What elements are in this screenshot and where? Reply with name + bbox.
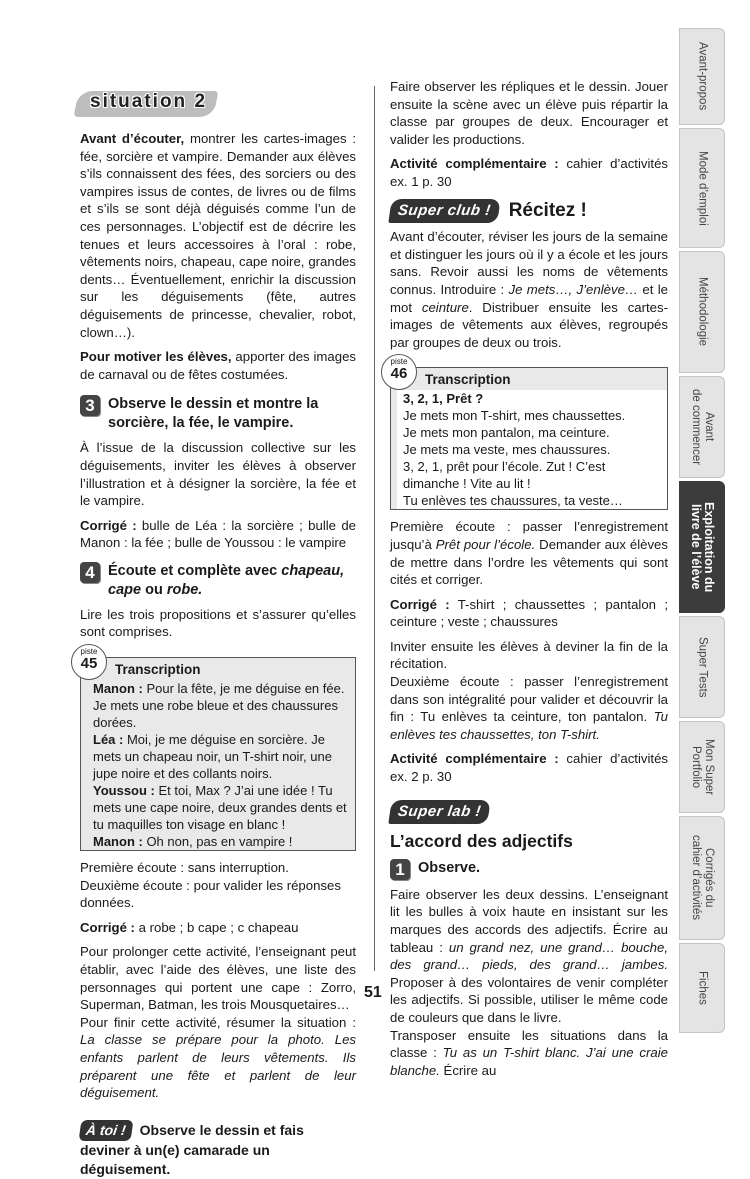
adjectives-heading: L’accord des adjectifs — [390, 831, 573, 852]
speaker: Youssou : — [93, 783, 155, 799]
transcription-title: Transcription — [115, 662, 201, 678]
transpose-c: Écrire au — [439, 1062, 497, 1078]
tab-methodologie[interactable] — [679, 251, 725, 373]
summary-paragraph — [80, 1014, 356, 1102]
roleplay-paragraph: Faire observer les répliques et le dessin. Jouer ensuite la scène avec un élève puis répartir la classe par groupes de deux. Encourager et valider les productions. — [390, 79, 668, 147]
step-4-text-a: Écoute et complète avec — [108, 562, 282, 579]
step-4-text-b: chapeau, cape — [108, 562, 345, 598]
a-toi-activity — [80, 1120, 356, 1179]
left-column — [80, 130, 356, 1179]
adj-c: Proposer à des volontaires de venir compléter les adjectifs. Si possible, utiliser le même code de couleurs que dans le livre. — [390, 974, 668, 1025]
speaker: Manon : — [93, 834, 143, 850]
step-4-text-c: ou — [141, 581, 167, 598]
summary-text: La classe se prépare pour la photo. Les enfants parlent de leurs vêtements. Ils préparent une fête et parlent de leur déguisement. — [80, 1032, 356, 1101]
tab-super-tests[interactable] — [679, 616, 725, 718]
line-text: Pour la fête, je me déguise en fée. Je mets une robe bleue et des chaussures dorées. — [93, 681, 345, 731]
speaker: Manon : — [93, 681, 143, 697]
second-b: Tu enlèves tes chaussettes, ton T-shirt. — [390, 709, 668, 742]
listening-first: Première écoute : sans interruption. — [80, 860, 289, 876]
adj-a: Faire observer les deux dessins. L’enseignant lit les bulles à voix haute en insistant sur les marques des accords des adjectifs. Écrire au tableau : — [390, 886, 668, 955]
tab-exploitation[interactable] — [679, 481, 725, 613]
tab-fiches[interactable] — [679, 943, 725, 1033]
adj-b: un grand nez, une grand… bouche, des grand… pieds, des grand… jambes. — [390, 939, 668, 973]
super-club-title: Récitez ! — [508, 199, 587, 221]
step-3-answer — [80, 517, 356, 552]
tab-avant-de-commencer[interactable] — [679, 376, 725, 478]
transcription-line — [403, 390, 661, 407]
tab-label: Super Tests — [696, 636, 709, 698]
listening-second: Deuxième écoute : pour valider les réponses données. — [80, 877, 341, 911]
transpose-paragraph — [390, 1027, 668, 1080]
answer-text: a robe ; b cape ; c chapeau — [134, 919, 299, 935]
line-text: Et toi, Max ? J’ai une idée ! Tu mets une cape noire, deux grandes dents et tu maquilles ton visage en blanc ! — [93, 783, 347, 833]
transcription-line: Je mets ma veste, mes chaussures. — [403, 442, 611, 458]
transcription-line: 3, 2, 1, prêt pour l’école. Zut ! C’est dimanche ! Vite au lit ! — [403, 459, 606, 492]
answer-text: bulle de Léa : la sorcière ; bulle de Manon : la fée ; bulle de Youssou : le vampire — [80, 517, 356, 551]
intro-lead: Avant d’écouter, — [80, 131, 185, 146]
transcription-line — [93, 680, 349, 731]
extension-paragraph: Pour prolonger cette activité, l’enseignant peut établir, avec l’aide des élèves, une liste des personnages qui portent une cape : Zorro, Superman, Batman, les trois Mousquetaires… — [80, 944, 356, 1013]
step-4-text-d: robe. — [166, 581, 203, 598]
tab-label: Mode d’emploi — [696, 150, 709, 226]
step-1-instruction: Observe. — [418, 859, 481, 876]
piste-label: piste — [80, 647, 98, 657]
extra-text: cahier d’activités ex. 2 p. 30 — [390, 751, 668, 785]
answer-lead: Corrigé : — [390, 596, 450, 612]
super-club-logo: Super club ! — [388, 199, 500, 223]
listening-steps — [80, 859, 356, 912]
transcription-line: Je mets mon T-shirt, mes chaussettes. — [403, 408, 626, 424]
first-b: Prêt pour l’école. — [435, 536, 536, 552]
tab-avant-propos[interactable] — [679, 28, 725, 125]
extra-activity-1 — [390, 155, 668, 190]
transcription-line — [93, 731, 349, 782]
extra-lead: Activité complémentaire : — [390, 751, 559, 767]
guess-ending: Inviter ensuite les élèves à deviner la fin de la récitation. — [390, 638, 668, 672]
right-column — [390, 78, 668, 1086]
answer-lead: Corrigé : — [80, 517, 137, 533]
line-text: Oh non, pas en vampire ! — [142, 834, 293, 850]
tab-label: Exploitation du livre de l’élève — [689, 501, 716, 593]
adjectives-paragraph — [390, 886, 668, 1027]
recitation-d: ceinture — [421, 299, 469, 315]
situation-heading — [76, 88, 226, 118]
section-tabs — [679, 28, 725, 1031]
tab-label: Fiches — [696, 971, 709, 1005]
tab-label: Méthodologie — [696, 277, 709, 347]
recitation-a: Avant d’écouter, réviser les jours de la semaine et distinguer les jours où il y a école et les jours sans. Revoir aussi les noms de vêtements connus. Introduire : — [390, 229, 668, 297]
answer-lead: Corrigé : — [80, 919, 135, 935]
recitation-answer — [390, 596, 668, 631]
step-4-heading — [80, 562, 356, 600]
super-lab-logo: Super lab ! — [388, 800, 490, 824]
recitation-e: . Distribuer ensuite les cartes-images de vêtements aux élèves, regroupés par groupes de deux ou trois. — [390, 299, 669, 350]
speaker: Léa : — [93, 732, 124, 748]
transcription-title: Transcription — [425, 372, 511, 388]
piste-number: 46 — [390, 365, 408, 383]
tab-label: Corrigés du cahier d’activités — [690, 835, 715, 921]
motivation-paragraph — [80, 348, 356, 383]
second-listening — [390, 673, 668, 743]
step-3-paragraph: À l’issue de la discussion collective sur les déguisements, inviter les élèves à observer l’illustration et à désigner la sorcière, la fée et le vampire. — [80, 440, 356, 509]
motivation-text: apporter des images de carnaval ou de fêtes costumées. — [80, 349, 357, 382]
super-lab-heading — [390, 800, 668, 824]
a-toi-badge: À toi ! — [79, 1120, 134, 1141]
step-4-number: 4 — [80, 562, 100, 583]
extra-lead: Activité complémentaire : — [390, 156, 559, 172]
answer-text: T-shirt ; chaussettes ; pantalon ; ceinture ; veste ; chaussures — [390, 596, 668, 630]
first-c: Demander aux élèves de mettre dans l’ordre les vêtements qui sont cités et corriger. — [390, 536, 668, 588]
step-1-heading — [390, 859, 668, 880]
first-listening — [390, 518, 668, 588]
piste-45-badge — [71, 644, 107, 680]
situation-label: situation 2 — [90, 91, 208, 112]
page-number: 51 — [364, 984, 382, 1001]
tab-label: Avant de commencer — [690, 388, 715, 466]
tab-mode-emploi[interactable] — [679, 128, 725, 248]
transcription-line — [93, 782, 349, 833]
transcription-45-box — [80, 647, 356, 851]
step-3-instruction: Observe le dessin et montre la sorcière, la fée, le vampire. — [108, 396, 319, 432]
transcription-lines — [87, 680, 355, 850]
step-4-instruction — [108, 562, 356, 600]
step-3-number: 3 — [80, 395, 100, 416]
piste-label: piste — [390, 357, 408, 367]
column-divider — [374, 86, 375, 971]
line-text: Moi, je me déguise en sorcière. Je mets un chapeau noir, un T-shirt noir, une jupe noire et des collants noirs. — [93, 732, 332, 782]
piste-46-badge — [381, 354, 417, 390]
first-a: Première écoute : passer l’enregistrement jusqu’à — [390, 519, 668, 552]
step-3-heading — [80, 395, 356, 433]
recitation-b: Je mets…, J’enlève… — [508, 281, 639, 297]
step-4-answer — [80, 919, 356, 937]
recitation-intro — [390, 228, 668, 351]
tab-portfolio[interactable] — [679, 721, 725, 813]
tab-label: Mon Super Portfolio — [690, 738, 715, 796]
motivation-lead: Pour motiver les élèves, — [80, 349, 232, 365]
tab-corriges[interactable] — [679, 816, 725, 940]
transcription-line: Tu enlèves tes chaussures, ta veste… — [403, 493, 623, 509]
a-toi-text: Observe le dessin et fais deviner à un(e) camarade un déguisement. — [80, 1121, 304, 1177]
second-a: Deuxième écoute : passer l’enregistrement dans son intégralité pour valider et découvrir la fin : Tu enlèves ta ceinture, ton pantalon. — [390, 674, 668, 725]
transpose-b: Tu as un T-shirt blanc. J’ai une craie blanche. — [390, 1045, 668, 1078]
summary-intro: Pour finir cette activité, résumer la situation : — [80, 1014, 356, 1030]
step-4-paragraph: Lire les trois propositions et s’assurer qu’elles sont comprises. — [80, 606, 356, 640]
intro-text: montrer les cartes-images : fée, sorcière et vampire. Demander aux élèves s’ils connaissent des fées, des sorciers ou des vampires issus de contes, de livres ou de films et s’ils se sont déjà déguisés comme l’un de ces personnages. L’objectif est de décrire les tenues et leurs accessoires à l’oral : robe, vêtements noirs, chapeau, cape noire, grandes dents… Éventuellement, enrichir la discussion sur les déguisements (fête, autres déguisements de princesse, chevalier, robot, clown…). — [80, 131, 356, 340]
recitation-c: et le mot — [390, 281, 669, 315]
transcription-46-box — [390, 357, 668, 510]
step-1-number: 1 — [390, 859, 410, 880]
transcription-line: Je mets mon pantalon, ma ceinture. — [403, 425, 610, 441]
extra-activity-2 — [390, 750, 668, 785]
transcription-line — [93, 833, 349, 850]
extra-text: cahier d’activités ex. 1 p. 30 — [390, 156, 668, 189]
intro-paragraph — [80, 130, 356, 341]
piste-number: 45 — [80, 655, 98, 673]
transpose-a: Transposer ensuite les situations dans la classe : — [390, 1027, 668, 1061]
tab-label: Avant-propos — [696, 42, 709, 111]
transcription-lines — [397, 390, 667, 509]
super-club-heading — [390, 199, 668, 223]
line-text: 3, 2, 1, Prêt ? — [403, 391, 484, 407]
